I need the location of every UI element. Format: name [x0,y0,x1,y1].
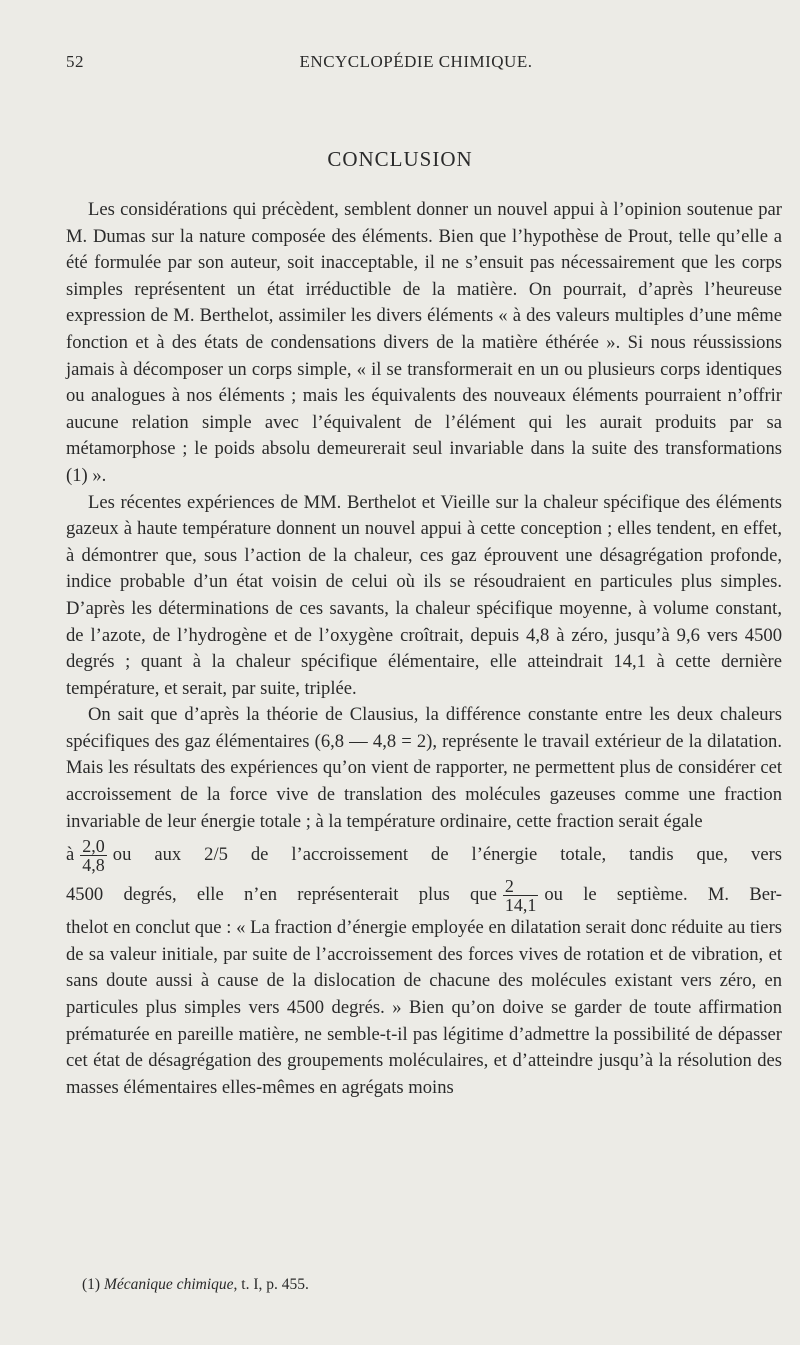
paragraph-2 [66,490,782,703]
body-text [66,197,782,1101]
paragraph-3-text-b-pre: à [66,844,75,866]
page-number: 52 [66,52,84,71]
fraction-denominator: 4,8 [82,855,105,876]
footnote-marker: (1) [82,1276,101,1293]
footnote-ref: , t. I, p. 455. [233,1276,309,1293]
paragraph-3-text-b-post: ou aux 2/5 de l’accroissement de l’énergie totale, tandis que, vers [112,844,782,866]
paragraph-3-continued [66,915,782,1101]
paragraph-3-text-a: On sait que d’après la théorie de Clausius, la différence constante entre les deux chaleurs spécifiques des gaz élémentaires (6,8 — 4,8 = 2), représente le travail extérieur de la dilatation. Mais les résultats des expériences qu’on vient de rapporter, ne permettent plus de considérer cet accroissement de la force vive de translation des molécules gazeuses comme une fraction invariable de leur énergie totale ; à la température ordinaire, cette fraction serait égale [66,704,782,832]
fraction-2-over-14-1 [503,877,539,914]
fraction-numerator: 2,0 [82,836,105,857]
footnote-title: Mécanique chimique [103,1276,234,1293]
paragraph-3-text-c-pre: 4500 degrés, elle n’en représenterait plus que [66,884,497,906]
paragraph-3-fraction-line-1 [66,835,782,875]
paragraph-3-fraction-line-2 [66,875,782,915]
fraction-numerator: 2 [503,877,539,896]
section-title: CONCLUSION [327,147,473,171]
running-title: ENCYCLOPÉDIE CHIMIQUE. [299,52,533,71]
paragraph-1 [66,197,782,490]
fraction-denominator: 14,1 [504,895,537,916]
paragraph-2-text: Les récentes expériences de MM. Berthelot et Vieille sur la chaleur spécifique des éléments gazeux à haute température donnent un nouvel appui à cette conception ; elles tendent, en effet, à démontrer que, sous l’action de la chaleur, ces gaz éprouvent une désagrégation profonde, indice probable d’un état voisin de celui où ils se résoudraient en particules plus simples. D’après les déterminations de ces savants, la chaleur spécifique moyenne, à volume constant, de l’azote, de l’hydrogène et de l’oxygène croîtrait, depuis 4,8 à zéro, jusqu’à 9,6 vers 4500 degrés ; quant à la chaleur spécifique élémentaire, elle atteindrait 14,1 à cette dernière température, et serait, par suite, triplée. [66,491,782,699]
fraction-2-over-4-8 [80,837,107,874]
footnote [82,1276,762,1294]
running-header [66,52,766,76]
paragraph-3-text-c-post: ou le septième. M. Ber- [544,884,782,906]
paragraph-1-text: Les considérations qui précèdent, semblent donner un nouvel appui à l’opinion soutenue par M. Dumas sur la nature composée des éléments. Bien que l’hypothèse de Prout, telle qu’elle a été formulée par son auteur, soit inacceptable, il ne s’ensuit pas nécessairement que les corps simples représentent un état irréductible de la matière. On pourrait, d’après l’heureuse expression de M. Berthelot, assimiler les divers éléments « à des valeurs multiples d’une même fonction et à des états de condensations divers de la matière éthérée ». Si nous réussissions jamais à décomposer un corps simple, « il se transformerait en un ou plusieurs corps identiques ou analogues à nos éléments ; mais les équivalents des nouveaux éléments pourraient n’offrir aucune relation simple avec l’équivalent de l’élément qui les aurait produits par sa métamorphose ; le poids absolu demeurerait seul invariable dans la suite des transformations (1) ». [66,199,782,486]
paragraph-3-text-d: thelot en conclut que : « La fraction d’énergie employée en dilatation serait donc réduite au tiers de sa valeur initiale, par suite de l’accroissement des forces vives de rotation et de vibration, et sans doute aussi à cause de la dislocation de chacune des molécules existant vers zéro, en particules plus simples vers 4500 degrés. » Bien qu’on doive se garder de toute affirmation prématurée en pareille matière, ne semble-t-il pas légitime d’admettre la possibilité de dépasser cet état de désagrégation des groupements moléculaires, et d’atteindre jusqu’à la résolution des masses élémentaires elles-mêmes en agrégats moins [66,917,782,1098]
paragraph-3 [66,702,782,835]
